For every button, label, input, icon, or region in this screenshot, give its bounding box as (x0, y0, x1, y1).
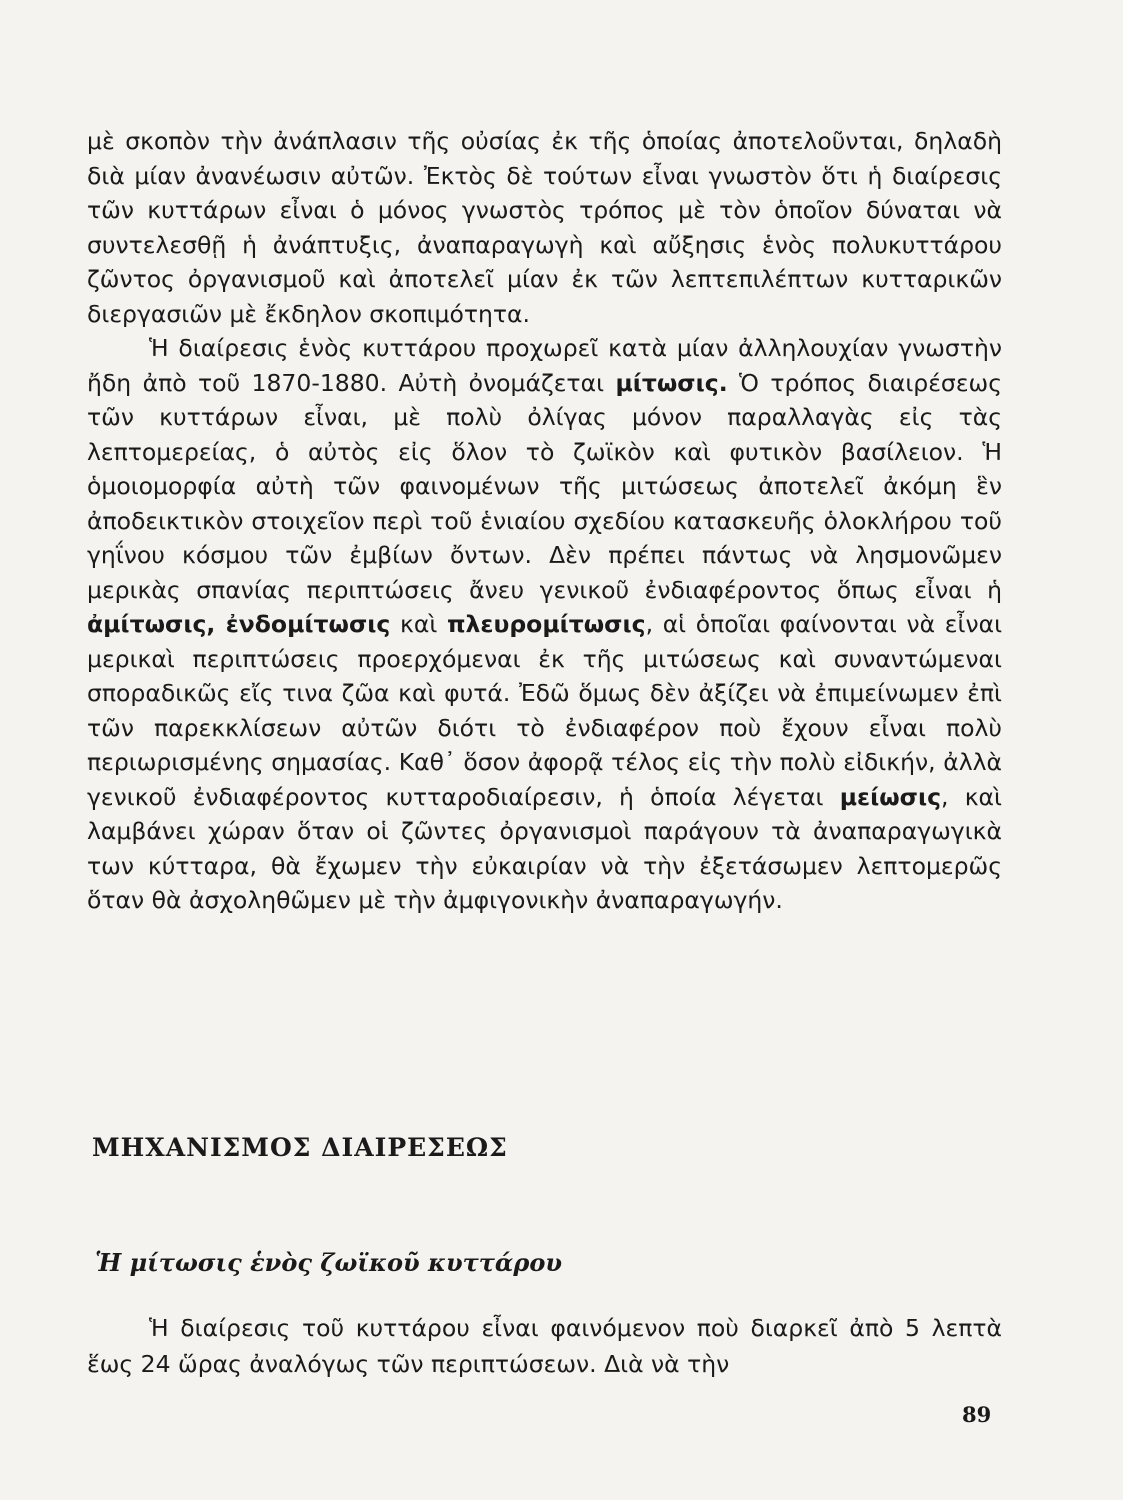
paragraph-text: Ὁ τρόπος διαιρέσεως τῶν κυττάρων εἶναι, μὲ πολὺ ὀλίγας μόνον παραλλαγὰς εἰς τὰς λεπτομερείας, ὁ αὐτὸς εἰς ὅλον τὸ ζωϊκὸν καὶ φυτικὸν βασίλειον. Ἡ ὁμοιομορφία αὐτὴ τῶν φαινομένων τῆς μιτώσεως ἀποτελεῖ ἀκόμη ἓν ἀποδεικτικὸν στοιχεῖον περὶ τοῦ ἑνιαίου σχεδίου κατασκευῆς ὁλοκλήρου τοῦ γηΐνου κόσμου τῶν ἐμβίων ὄντων. Δὲν πρέπει πάντως νὰ λησμονῶμεν μερικὰς σπανίας περιπτώσεις ἄνευ γενικοῦ ἐνδιαφέροντος ὅπως εἶναι ἡ (87, 368, 1002, 604)
term-separator: , (206, 610, 226, 638)
section-text-block (87, 1310, 1002, 1382)
term-pleuromitosis: πλευρομίτωσις (446, 610, 646, 638)
paragraph-text: Ἡ διαίρεσις ἑνὸς κυττάρου προχωρεῖ κατὰ μίαν ἀλληλουχίαν γνωστὴν ἤδη ἀπὸ τοῦ 1870-1880. Αὐτὴ ὀνομάζεται (87, 334, 1002, 397)
paragraph-text: , καὶ λαμβάνει χώραν ὅταν οἱ ζῶντες ὀργανισμοὶ παράγουν τὰ ἀναπαραγωγικὰ των κύτταρα, θὰ ἔχωμεν τὴν εὐκαιρίαν νὰ τὴν ἐξετάσωμεν λεπτομερῶς ὅταν θὰ ἀσχοληθῶμεν μὲ τὴν ἀμφιγονικὴν ἀναπαραγωγήν. (87, 782, 1003, 914)
section-paragraph: Ἡ διαίρεσις τοῦ κυττάρου εἶναι φαινόμενον ποὺ διαρκεῖ ἀπὸ 5 λεπτὰ ἕως 24 ὥρας ἀναλόγως τῶν περιπτώσεων. Διὰ νὰ τὴν (87, 1314, 1002, 1378)
term-meiosis: μείωσις (839, 782, 942, 811)
term-mitosis: μίτωσις. (615, 368, 728, 397)
page-number: 89 (962, 1402, 992, 1427)
term-endomitosis: ἐνδομίτωσις (225, 610, 391, 638)
paragraph-text: , αἱ ὁποῖαι φαίνονται νὰ εἶναι μερικαὶ περιπτώσεις προερχόμεναι ἐκ τῆς μιτώσεως καὶ συναντώμεναι σποραδικῶς εἴς τινα ζῶα καὶ φυτά. Ἐδῶ ὅμως δὲν ἀξίζει νὰ ἐπιμείνωμεν ἐπὶ τῶν παρεκκλίσεων αὐτῶν διότι τὸ ἐνδιαφέρον ποὺ ἔχουν εἶναι πολὺ περιωρισμένης σημασίας. Καθ᾽ ὅσον ἀφορᾷ τέλος εἰς τὴν πολὺ εἰδικήν, ἀλλὰ γενικοῦ ἐνδιαφέροντος κυτταροδιαίρεσιν, ἡ ὁποία λέγεται (87, 610, 1003, 811)
main-text-block (87, 124, 1002, 918)
section-heading: ΜΗΧΑΝΙΣΜΟΣ ΔΙΑΙΡΕΣΕΩΣ (92, 1133, 508, 1162)
paragraph-mitosis (87, 331, 1002, 918)
subsection-heading: Ἡ μίτωσις ἑνὸς ζωϊκοῦ κυττάρου (95, 1248, 563, 1277)
paragraph-continuation: μὲ σκοπὸν τὴν ἀνάπλασιν τῆς οὐσίας ἐκ τῆς ὁποίας ἀποτελοῦνται, δηλαδὴ διὰ μίαν ἀνανέωσιν αὐτῶν. Ἐκτὸς δὲ τούτων εἶναι γνωστὸν ὅτι ἡ διαίρεσις τῶν κυττάρων εἶναι ὁ μόνος γνωστὸς τρόπος μὲ τὸν ὁποῖον δύναται νὰ συντελεσθῇ ἡ ἀνάπτυξις, ἀναπαραγωγὴ καὶ αὔξησις ἑνὸς πολυκυττάρου ζῶντος ὀργανισμοῦ καὶ ἀποτελεῖ μίαν ἐκ τῶν λεπτεπιλέπτων κυτταρικῶν διεργασιῶν μὲ ἔκδηλον σκοπιμότητα. (87, 127, 1002, 328)
term-amitosis: ἀμίτωσις (87, 610, 207, 638)
paragraph-text: καὶ (390, 610, 447, 638)
